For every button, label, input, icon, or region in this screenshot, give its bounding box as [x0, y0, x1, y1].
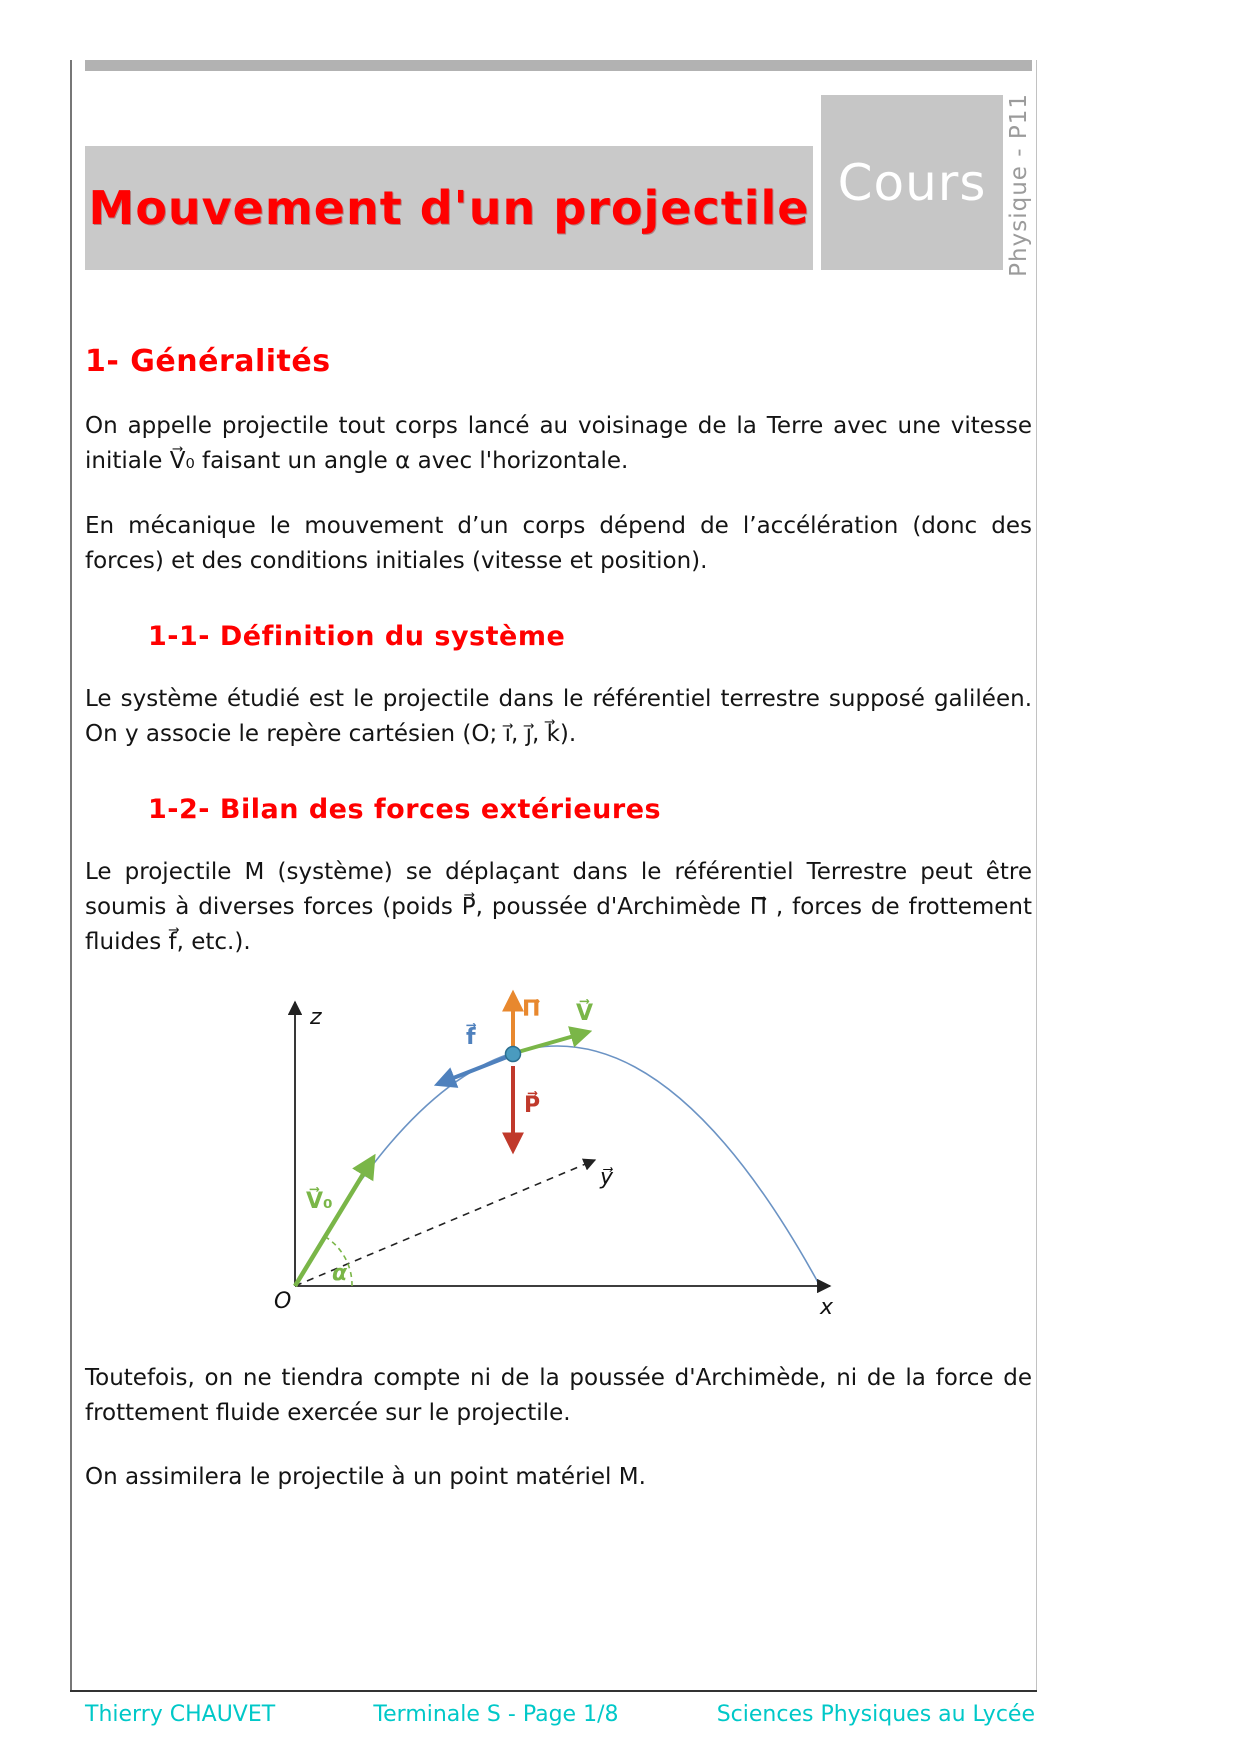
origin-label: O: [274, 1288, 292, 1314]
section-heading-1: 1- Généralités: [85, 344, 331, 379]
y-axis-label: y⃗: [600, 1164, 614, 1190]
velocity-vector: [518, 1032, 588, 1052]
page-title: Mouvement d'un projectile: [88, 181, 810, 235]
top-rule: [85, 60, 1032, 71]
paragraph-3: Le système étudié est le projectile dans le référentiel terrestre supposé galiléen. On y associe le repère cartésien (O; i⃗, j⃗, k⃗).: [85, 685, 1032, 747]
projectile-point: [506, 1046, 521, 1061]
friction-vector: [438, 1057, 507, 1084]
z-axis-label: z: [310, 1004, 322, 1030]
frame-right-rule: [1036, 60, 1037, 1692]
footer-author: Thierry CHAUVET: [85, 1702, 276, 1727]
section-heading-1-2: 1-2- Bilan des forces extérieures: [148, 793, 662, 825]
footer-rule: [70, 1690, 1037, 1692]
v0-label: V⃗₀: [306, 1188, 333, 1214]
projectile-diagram: [270, 986, 870, 1331]
side-label-text: Physique - P11: [1006, 93, 1032, 277]
footer-page-number: Terminale S - Page 1/8: [373, 1702, 619, 1727]
paragraph-5: Toutefois, on ne tiendra compte ni de la poussée d'Archimède, ni de la force de frottement fluide exercée sur le projectile.: [85, 1364, 1032, 1426]
paragraph-1: On appelle projectile tout corps lancé au voisinage de la Terre avec une vitesse initiale V⃗₀ faisant un angle α avec l'horizontale.: [85, 413, 1032, 474]
page-title-banner: [85, 146, 813, 270]
paragraph-2: En mécanique le mouvement d’un corps dépend de l’accélération (donc des forces) et des conditions initiales (vitesse et position).: [85, 512, 1032, 574]
projectile-diagram-svg: [270, 986, 870, 1331]
frame-left-rule: [70, 60, 72, 1692]
section-heading-1-1: 1-1- Définition du système: [148, 620, 566, 652]
weight-label: P⃗: [524, 1092, 541, 1118]
document-body: [85, 300, 1032, 1495]
paragraph-6: On assimilera le projectile à un point matériel M.: [85, 1464, 646, 1491]
velocity-label: V⃗: [576, 1000, 594, 1026]
trajectory-curve: [295, 1046, 820, 1286]
course-badge-label: Cours: [837, 153, 987, 212]
paragraph-4: Le projectile M (système) se déplaçant dans le référentiel Terrestre peut être soumis à diverses forces (poids P⃗, poussée d'Archimède Π⃗ , forces de frottement fluides f⃗, etc.).: [85, 858, 1032, 955]
course-badge: [821, 95, 1003, 270]
footer: [85, 1702, 1035, 1727]
footer-site: Sciences Physiques au Lycée: [716, 1702, 1035, 1727]
friction-label: f⃗: [466, 1024, 476, 1050]
archimede-label: Π⃗: [522, 996, 541, 1022]
x-axis-label: x: [820, 1294, 834, 1320]
alpha-label: α: [332, 1260, 348, 1286]
side-label: [998, 95, 1040, 275]
